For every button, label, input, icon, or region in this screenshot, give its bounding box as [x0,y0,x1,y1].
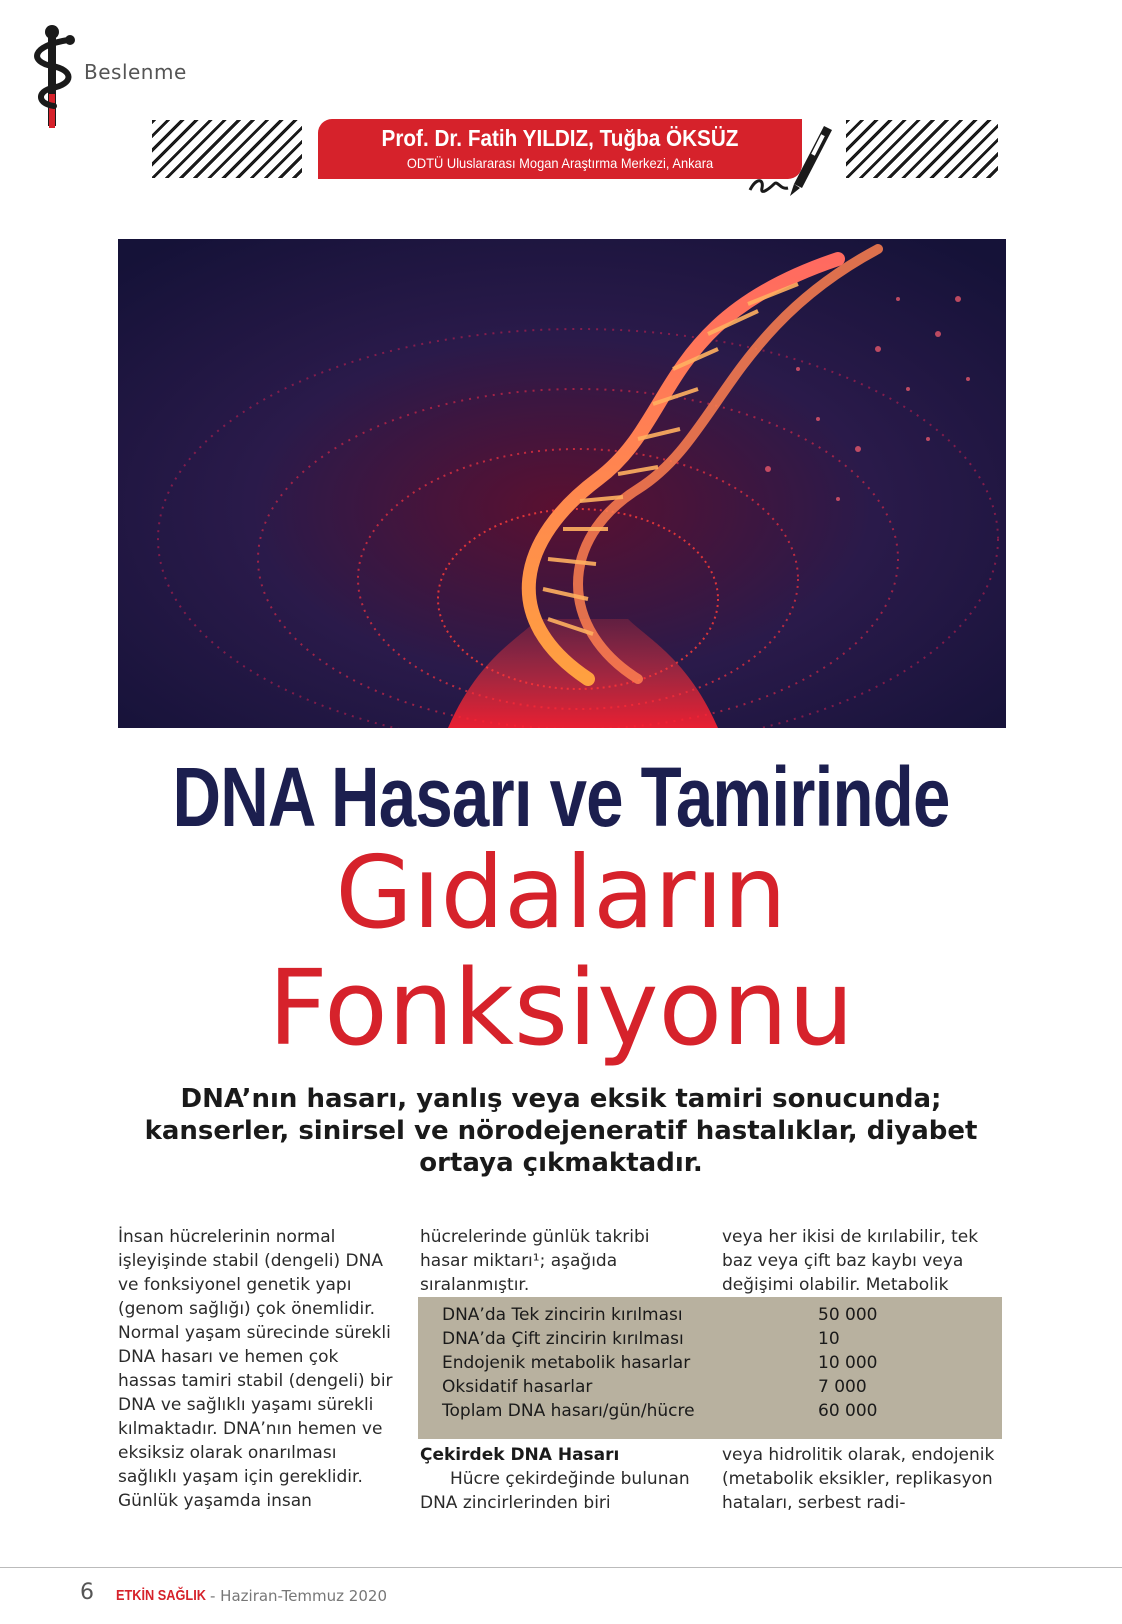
table-row [418,1305,1002,1329]
body-column-2-top: hücrelerinde günlük takribi hasar miktarı¹; aşağıda sıralanmıştır. [420,1227,650,1295]
table-row [418,1353,1002,1377]
magazine-brand: ETKİN SAĞLIK [116,1587,206,1604]
body-column-2-bottom-text: Hücre çekirdeğinde bulunan DNA zincirlerinden biri [420,1469,690,1513]
body-column-2-bottom [420,1443,700,1515]
table-row-value: 7 000 [818,1377,867,1397]
table-row-label: Oksidatif hasarlar [442,1377,593,1397]
body-column-3-top: veya her ikisi de kırılabilir, tek baz veya çift baz kaybı veya değişimi olabilir. Metabolik [722,1227,979,1295]
table-row-value: 50 000 [818,1305,878,1325]
table-row-label: Endojenik metabolik hasarlar [442,1353,691,1373]
footer-rule [0,1567,1122,1568]
title-line-1: DNA Hasarı ve Tamirinde [172,750,950,844]
author-affiliation: ODTÜ Uluslararası Mogan Araştırma Merkezi, Ankara [406,155,714,171]
pen-icon [744,118,834,202]
table-row-value: 10 [818,1329,840,1349]
table-row [418,1377,1002,1401]
table-row [418,1329,1002,1353]
dna-hero-image [118,239,1006,728]
title-line-2: Gıdaların [335,834,787,951]
subheading: Çekirdek DNA Hasarı [420,1445,620,1465]
caduceus-icon [24,22,80,132]
body-column-3-bottom: veya hidrolitik olarak, endojenik (metabolik eksikler, replikasyon hataları, serbest radi- [722,1445,995,1513]
table-row-label: DNA’da Çift zincirin kırılması [442,1329,684,1349]
author-box [318,119,802,179]
lede: DNA’nın hasarı, yanlış veya eksik tamiri sonucunda; kanserler, sinirsel ve nörodejeneratif hastalıklar, diyabet ortaya çıkmaktadır. [144,1084,978,1178]
hatch-decoration-left [152,120,302,178]
table-row [418,1401,1002,1425]
dna-damage-table [418,1297,1002,1439]
table-row-label: DNA’da Tek zincirin kırılması [442,1305,683,1325]
issue-date: - Haziran-Temmuz 2020 [210,1587,387,1605]
title-line-3: Fonksiyonu [268,947,854,1069]
table-row-value: 60 000 [818,1401,878,1421]
table-row-label: Toplam DNA hasarı/gün/hücre [442,1401,695,1421]
hatch-decoration-right [846,120,998,178]
body-column-1: İnsan hücrelerinin normal işleyişinde stabil (dengeli) DNA ve fonksiyonel genetik yapı (genom sağlığı) çok önemlidir. Normal yaşam sürecinde sürekli DNA hasarı ve hemen çok hassas tamiri stabil (dengeli) bir DNA ve sağlıklı yaşamı sürekli kılmaktadır. DNA’nın hemen ve eksiksiz olarak onarılması sağlıklı yaşam için gereklidir. Günlük yaşamda insan [118,1227,393,1511]
section-label: Beslenme [84,60,187,84]
author-name: Prof. Dr. Fatih YILDIZ, Tuğba ÖKSÜZ [381,125,739,151]
table-row-value: 10 000 [818,1353,878,1373]
page-number: 6 [80,1580,94,1605]
